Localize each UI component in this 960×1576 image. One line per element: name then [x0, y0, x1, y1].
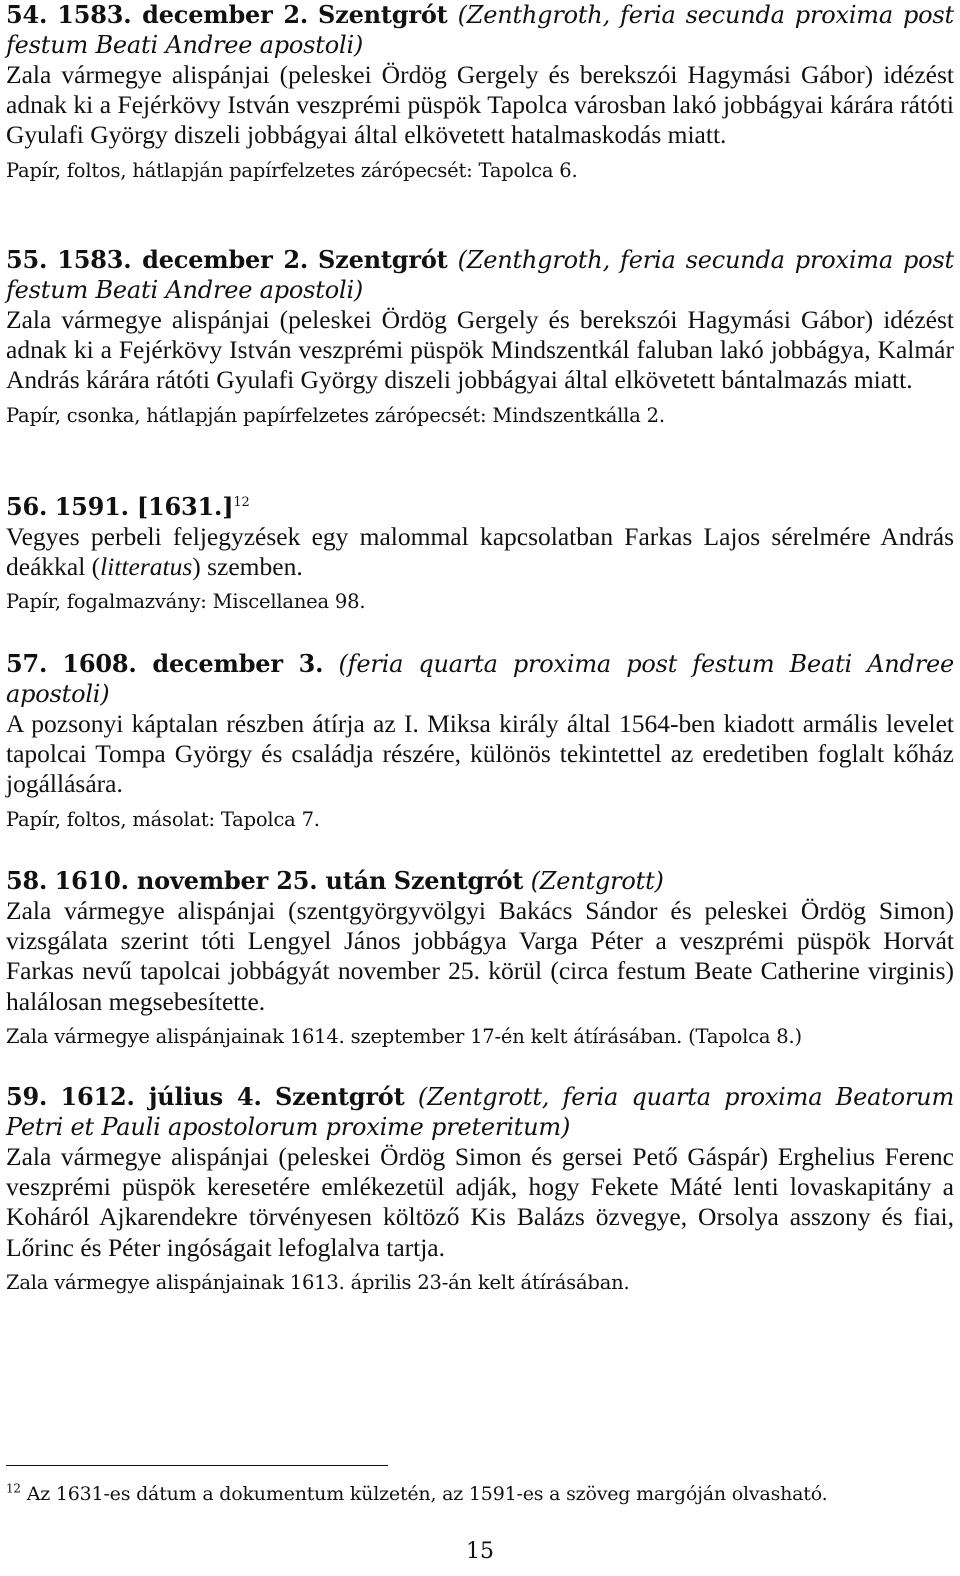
entry-source: Papír, csonka, hátlapján papírfelzetes zárópecsét: Mindszentkálla 2.	[6, 403, 665, 427]
entry-summary-text: Vegyes perbeli feljegyzések egy malommal kapcsolatban Farkas Lajos sérelmére András deákkal (	[6, 522, 954, 582]
entry-summary: Zala vármegye alispánjai (szentgyörgyvölgyi Bakács Sándor és peleskei Ördög Simon) vizsgálata szerint tóti Lengyel János jobbágya Varga Péter a veszprémi püspök Horvát Farkas nevű tapolcai jobbágyát november 25. körül (circa festum Beate Catherine virginis) halálosan megsebesítette.	[6, 896, 954, 1016]
entry-latin-dating: (Zentgrott, feria quarta proxima Beatorum Petri et Pauli apostolorum proxime preteritum)	[6, 1083, 954, 1141]
entry-date: 1591. [1631.]	[54, 492, 234, 521]
entry-date: 1610. november 25. után	[54, 866, 387, 895]
entry-date: 1608. december 3.	[62, 649, 324, 678]
footnote-text: Az 1631-es dátum a dokumentum külzetén, az 1591-es a szöveg margóján olvasható.	[26, 1483, 828, 1505]
entry-latin-dating: (Zentgrott)	[530, 867, 664, 895]
entry-heading	[6, 866, 954, 896]
entry-number: 57.	[6, 649, 48, 678]
entry-number: 56.	[6, 492, 48, 521]
entry-58	[6, 866, 954, 1049]
footnote	[6, 1482, 954, 1506]
entry-source: Papír, foltos, másolat: Tapolca 7.	[6, 807, 320, 831]
entry-number: 54.	[6, 0, 48, 29]
entry-summary-text-end: ) szemben.	[192, 552, 303, 582]
entry-number: 58.	[6, 866, 48, 895]
entry-source: Zala vármegye alispánjainak 1614. szeptember 17-én kelt átírásában. (Tapolca 8.)	[6, 1024, 802, 1048]
footnote-ref[interactable]: 12	[233, 495, 250, 510]
entry-57	[6, 649, 954, 832]
entry-56	[6, 492, 954, 614]
entry-source: Papír, foltos, hátlapján papírfelzetes zárópecsét: Tapolca 6.	[6, 158, 578, 182]
entry-number: 59.	[6, 1082, 48, 1111]
entry-55	[6, 245, 954, 428]
entry-latin-dating: (Zenthgroth, feria secunda proxima post festum Beati Andree apostoli)	[6, 1, 954, 59]
entry-date: 1583. december 2.	[57, 0, 308, 29]
entry-place: Szentgrót	[318, 245, 448, 274]
footnote-divider	[6, 1465, 388, 1466]
entry-place: Szentgrót	[393, 866, 524, 895]
entry-heading	[6, 245, 954, 305]
entry-summary-latin-term: litteratus	[100, 552, 193, 582]
entry-date: 1583. december 2.	[57, 245, 308, 274]
entry-latin-dating: (feria quarta proxima post festum Beati Andree apostoli)	[6, 650, 955, 708]
entry-summary: Zala vármegye alispánjai (peleskei Ördög Gergely és berekszói Hagymási Gábor) idézést adnak ki a Fejérkövy István veszprémi püspök Tapolca városban lakó jobbágyai kárára rátóti Gyulafi György diszeli jobbágyai által elkövetett hatalmaskodás miatt.	[6, 60, 954, 150]
entry-source: Papír, fogalmazvány: Miscellanea 98.	[6, 590, 366, 614]
entry-heading	[6, 0, 954, 60]
entry-heading	[6, 1082, 954, 1142]
entry-summary: Zala vármegye alispánjai (peleskei Ördög Simon és gersei Pető Gáspár) Erghelius Ferenc veszprémi püspök keresetére emlékezetül adják, hogy Fekete Máté lenti lovaskapitány a Koháról Ajkarendekre törvényesen költöző Kis Balázs özvegye, Orsolya asszony és fiai, Lőrinc és Péter ingóságait lefoglalva tartja.	[6, 1142, 954, 1262]
entry-number: 55.	[6, 245, 48, 274]
entry-place: Szentgrót	[274, 1082, 405, 1111]
entry-latin-dating: (Zenthgroth, feria secunda proxima post festum Beati Andree apostoli)	[6, 246, 954, 304]
entry-summary: A pozsonyi káptalan részben átírja az I. Miksa király által 1564-ben kiadott armális levelet tapolcai Tompa György és családja részére, különös tekintettel az eredetiben foglalt kőház jogállására.	[6, 709, 954, 799]
page-number: 15	[466, 1539, 494, 1564]
footnote-number: 12	[6, 1481, 21, 1496]
entry-heading	[6, 492, 954, 522]
entry-59	[6, 1082, 954, 1295]
entry-heading	[6, 649, 954, 709]
entry-summary: Zala vármegye alispánjai (peleskei Ördög Gergely és berekszói Hagymási Gábor) idézést adnak ki a Fejérkövy István veszprémi püspök Mindszentkál faluban lakó jobbágya, Kalmár András kárára rátóti Gyulafi György diszeli jobbágyai által elkövetett bántalmazás miatt.	[6, 305, 954, 395]
entry-date: 1612. július 4.	[60, 1082, 262, 1111]
entry-54	[6, 0, 954, 183]
entry-source: Zala vármegye alispánjainak 1613. április 23-án kelt átírásában.	[6, 1270, 630, 1294]
entry-summary	[6, 522, 954, 582]
entry-place: Szentgrót	[318, 0, 448, 29]
